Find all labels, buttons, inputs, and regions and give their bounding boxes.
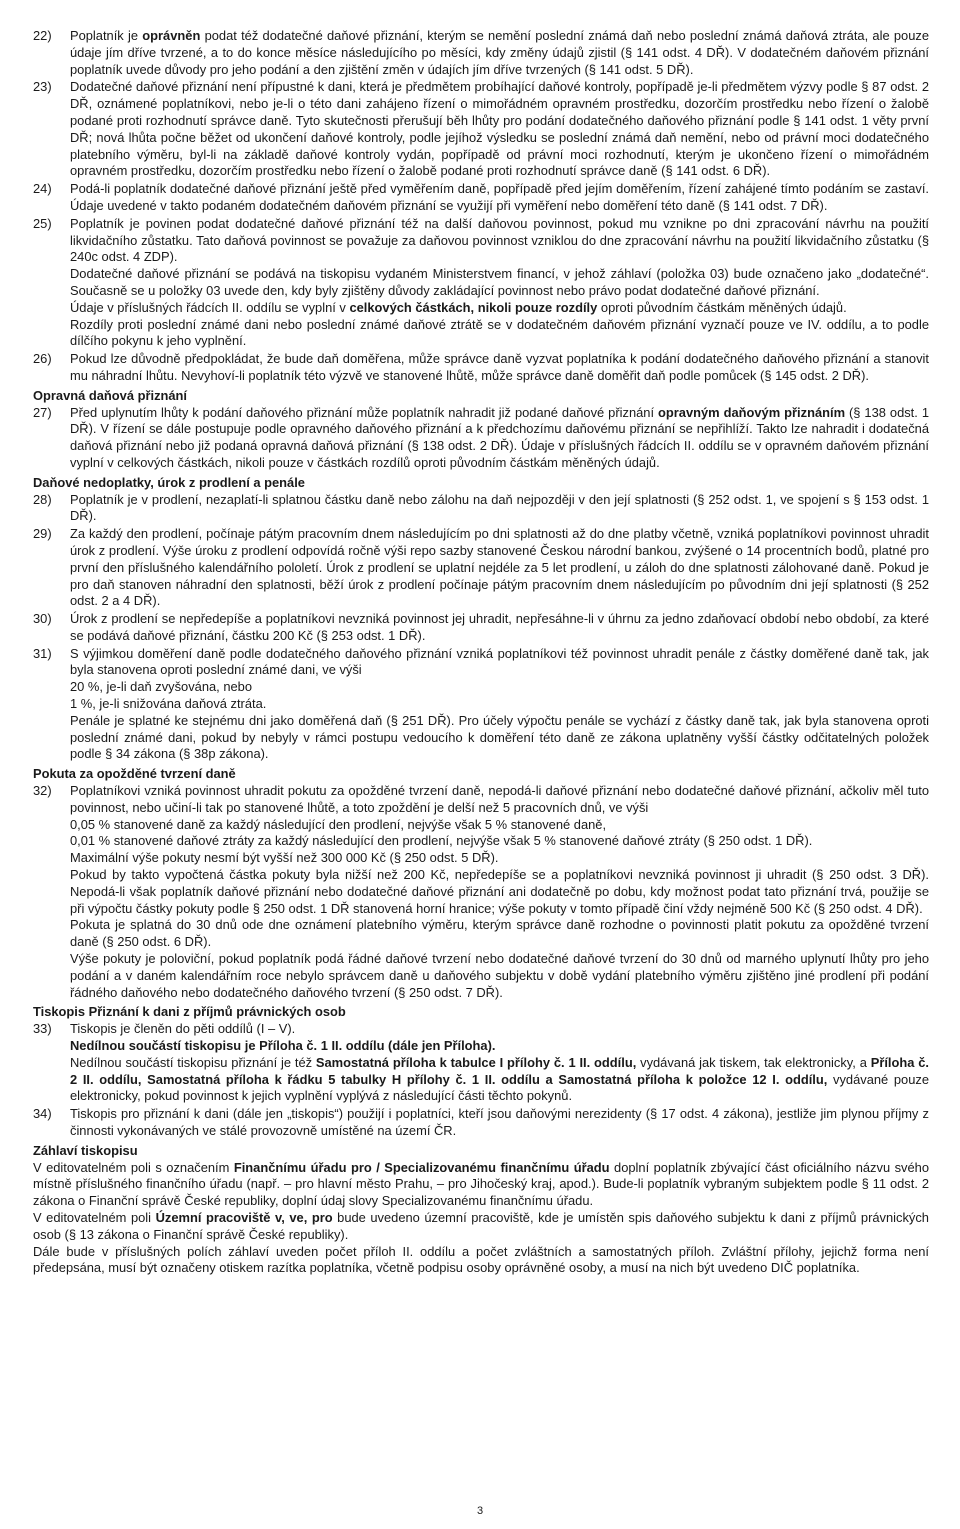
paragraph: Dále bude v příslušných polích záhlaví uveden počet příloh II. oddílu a počet zvláštních a samostatných příloh. Zvláštní přílohy, jejichž forma není předepsána, musí být označeny otiskem razítka poplatníka, včetně podpisu osoby oprávněné osoby, a musí na nich být uvedeno DIČ poplatníka.	[33, 1243, 929, 1276]
page-number: 3	[476, 1505, 484, 1517]
paragraph: 0,05 % stanovené daně za každý následující den prodlení, nejvýše však 5 % stanovené daně,	[70, 816, 607, 832]
section-heading: Daňové nedoplatky, úrok z prodlení a penále	[33, 474, 305, 490]
paragraph: Nedílnou součástí tiskopisu je Příloha č. 1 II. oddílu (dále jen Příloha).	[70, 1038, 496, 1054]
item-number: 34)	[33, 1106, 52, 1122]
item-number: 33)	[33, 1021, 52, 1037]
list-item-30	[33, 611, 929, 645]
item-number: 26)	[33, 351, 52, 367]
item-text: Tiskopis pro přiznání k dani (dále jen „tiskopis“) použijí i poplatníci, kteří jsou daňovými nerezidenty (§ 17 odst. 4 zákona), jestliže jim plynou příjmy z činnosti vykonávaných ve stálé provozovně umístěné na území ČR.	[70, 1106, 929, 1138]
section-body	[33, 1160, 929, 1278]
document-page	[33, 28, 929, 1277]
item-text	[70, 1021, 929, 1105]
list-item-33	[33, 1021, 929, 1105]
item-text: Před uplynutím lhůty k podání daňového přiznání může poplatník nahradit již podané daňové přiznání opravným daňovým přiznáním (§ 138 odst. 1 DŘ). V řízení se dále postupuje podle opravného daňového přiznání a k předchozímu daňovému přiznání se nepřihlíží. Takto lze nahradit i dodatečná daňová přiznání nebo již podaná opravná daňová přiznání (§ 138 odst. 2 DŘ). Údaje v příslušných řádcích II. oddílu se v opravném daňovém přiznání vyplní v celkových částkách, nikoli pouze v částkách rozdílů oproti původním částkám měněných údajů.	[70, 404, 929, 470]
list-item-26	[33, 351, 929, 385]
paragraph: Dodatečné daňové přiznání se podává na tiskopisu vydaném Ministerstvem financí, v jehož záhlaví (položka 03) bude označeno jako „dodatečné“. Současně se u položky 03 uvede den, kdy byly zjištěny důvody zakládající povinnost nebo právo podat dodatečné daňové přiznání.	[70, 266, 929, 298]
list-item-28	[33, 492, 929, 526]
paragraph: Rozdíly proti poslední známé dani nebo poslední známé daňové ztrátě se v dodatečném daňovém přiznání vyznačí pouze ve IV. oddílu, a to podle dílčího pokynu k jeho vyplnění.	[70, 316, 929, 349]
list-item-29	[33, 526, 929, 610]
item-text	[70, 216, 929, 350]
paragraph: Tiskopis je členěn do pěti oddílů (I – V).	[70, 1021, 296, 1037]
list-item-31	[33, 646, 929, 764]
item-number: 29)	[33, 526, 52, 542]
item-text: Podá-li poplatník dodatečné daňové přiznání ještě před vyměřením daně, popřípadě před jejím doměřením, řízení zahájené tímto podáním se zastaví. Údaje uvedené v takto podaném dodatečném daňovém přiznání se využijí při vyměření nebo doměření této daně (§ 141 odst. 7 DŘ).	[70, 181, 929, 213]
item-number: 23)	[33, 79, 52, 95]
item-text: Dodatečné daňové přiznání není přípustné k dani, která je předmětem probíhající daňové kontroly, popřípadě je-li předmětem výzvy podle § 87 odst. 2 DŘ, oznámené poplatníkovi, nebo je-li o této dani zahájeno řízení o mimořádném opravném prostředku, dozorčím prostředku nebo řízení o žalobě podané proti rozhodnutí správce daně. Tyto skutečnosti přerušují běh lhůty pro podání dodatečného daňového přiznání podle § 141 odst. 1 věty první DŘ; nová lhůta počne běžet od ukončení daňové kontroly, podle jejíhož výsledku se poslední známá daň nemění, nebo od právní moci dodatečného platebního výměru, byl-li na základě daňové kontroly vydán, popřípadě od právní moci rozhodnutí, kterým je ukončeno řízení o mimořádném opravném prostředku, dozorčím prostředku nebo řízení o žalobě podané proti rozhodnutí správce daně (§ 141 odst. 6 DŘ).	[70, 79, 929, 179]
section-heading: Opravná daňová přiznání	[33, 387, 188, 403]
item-text	[70, 646, 929, 764]
paragraph: Výše pokuty je poloviční, pokud poplatník podá řádné daňové tvrzení nebo dodatečné daňové tvrzení do 30 dnů od marného uplynutí lhůty pro jeho podání a v daném kalendářním roce nebylo správcem daně u daňového subjektu v době vydání platebního výměru zjištěno jiné prodlení při podání řádného daňového nebo dodatečného daňového tvrzení (§ 250 odst. 7 DŘ).	[70, 951, 929, 1000]
paragraph: V editovatelném poli Územní pracoviště v, ve, pro bude uvedeno územní pracoviště, kde je umístěn spis daňového subjektu k dani z příjmů právnických osob (§ 13 zákona o Finanční správě České republiky).	[33, 1209, 929, 1242]
item-text: Poplatník je oprávněn podat též dodatečné daňové přiznání, kterým se nemění poslední známá daň nebo poslední známá daňová ztráta, ale pouze údaje jím dříve tvrzené, a to do konce měsíce následujícího po měsíci, kdy změny údajů zjistil (§ 141 odst. 4 DŘ). V dodatečném daňovém přiznání poplatník uvede důvody pro jeho podání a den zjištění změn v údajích jím dříve tvrzených (§ 141 odst. 5 DŘ).	[70, 28, 929, 77]
item-number: 24)	[33, 181, 52, 197]
paragraph: S výjimkou doměření daně podle dodatečného daňového přiznání vzniká poplatníkovi též povinnost uhradit penále z částky doměřené daně tak, jak byla stanovena oproti poslední známé dani, ve výši	[70, 645, 929, 678]
paragraph: 20 %, je-li daň zvyšována, nebo	[70, 679, 253, 695]
paragraph: Poplatníkovi vzniká povinnost uhradit pokutu za opožděné tvrzení daně, nepodá-li daňové přiznání nebo dodatečné daňové přiznání, ačkoliv měl tuto povinnost, nebo učiní-li tak po stanovené lhůtě, a toto zpoždění je delší než 5 pracovních dnů, ve výši	[70, 783, 929, 815]
list-item-27	[33, 405, 929, 472]
item-number: 27)	[33, 404, 52, 420]
paragraph: Údaje v příslušných řádcích II. oddílu se vyplní v celkových částkách, nikoli pouze rozdíly oproti původním částkám měněných údajů.	[70, 299, 847, 315]
item-text: Poplatník je v prodlení, nezaplatí-li splatnou částku daně nebo zálohu na daň nejpozději v den její splatnosti (§ 252 odst. 1, ve spojení s § 153 odst. 1 DŘ).	[70, 491, 929, 524]
paragraph: V editovatelném poli s označením Finančnímu úřadu pro / Specializovanému finančnímu úřadu doplní poplatník zbývající část oficiálního názvu svého místně příslušného finančního úřadu (např. – pro hlavní město Prahu, – pro Jihočeský kraj, apod.). Bude-li poplatník vybraným subjektem podle § 11 odst. 2 zákona o Finanční správě České republiky, doplní údaj slovy Specializovanému finančnímu úřadu.	[33, 1159, 929, 1209]
item-text: Úrok z prodlení se nepředepíše a poplatníkovi nevzniká povinnost jej uhradit, nepřesáhne-li v úhrnu za jedno zdaňovací období nebo období, za které se podává daňové přiznání, částku 200 Kč (§ 253 odst. 1 DŘ).	[70, 611, 929, 643]
list-item-25	[33, 216, 929, 350]
paragraph: Pokud by takto vypočtená částka pokuty byla nižší než 200 Kč, nepředepíše se a poplatníkovi nevzniká povinnost ji uhradit (§ 250 odst. 3 DŘ). Nepodá-li však poplatník daňové přiznání nebo dodatečné daňové přiznání ani dodatečně po dobu, kdy možnost podat tato přiznání trvá, použije se při výpočtu částky pokuty podle § 250 odst. 1 DŘ stanovená horní hranice; výše pokuty v tomto případě činí vždy nejméně 500 Kč (§ 250 odst. 4 DŘ).	[70, 867, 929, 916]
paragraph: Maximální výše pokuty nesmí být vyšší než 300 000 Kč (§ 250 odst. 5 DŘ).	[70, 850, 499, 866]
section-heading: Tiskopis Přiznání k dani z příjmů právnických osob	[33, 1004, 346, 1020]
item-number: 28)	[33, 491, 52, 507]
item-text: Za každý den prodlení, počínaje pátým pracovním dnem následujícím po dni splatnosti až do dne platby včetně, vzniká poplatníkovi povinnost uhradit úrok z prodlení. Výše úroku z prodlení odpovídá ročně výši repo sazby stanovené Českou národní bankou, zvýšené o 14 procentních bodů, platné pro první den příslušného kalendářního pololetí. Úrok z prodlení se uplatní nejdéle za 5 let prodlení, u záloh do dne splatnosti zálohované daně. Pokud je pro daň stanoven náhradní den splatnosti, běží úrok z prodlení počínaje pátým pracovním dnem následujícím po původním dni její splatnosti (§ 252 odst. 2 a 4 DŘ).	[70, 526, 929, 609]
list-item-22	[33, 28, 929, 78]
section-heading: Pokuta za opožděné tvrzení daně	[33, 766, 236, 782]
section-heading: Záhlaví tiskopisu	[33, 1142, 138, 1158]
list-item-24	[33, 181, 929, 215]
paragraph: Poplatník je povinen podat dodatečné daňové přiznání též na další daňovou povinnost, pokud mu vznikne po dni zpracování návrhu na použití likvidačního zůstatku. Tato daňová povinnost se považuje za daňovou povinnost vzniklou do dne zpracování návrhu na použití likvidačního zůstatku (§ 240c odst. 4 ZDP).	[70, 215, 929, 265]
item-number: 32)	[33, 783, 52, 799]
item-number: 31)	[33, 645, 52, 661]
item-text	[70, 783, 929, 1001]
paragraph: 0,01 % stanovené daňové ztráty za každý následující den prodlení, nejvýše však 5 % stanovené daňové ztráty (§ 250 odst. 1 DŘ).	[70, 833, 813, 849]
paragraph: Penále je splatné ke stejnému dni jako doměřená daň (§ 251 DŘ). Pro účely výpočtu penále se vychází z částky daně tak, jak byla stanovena oproti poslední známé dani, pokud by nebyly v rámci postupu vedoucího k doměření této daně ze zákona uplatněny vyšší částky odčitatelných položek podle § 34 zákona (§ 38p zákona).	[70, 712, 929, 762]
paragraph: Nedílnou součástí tiskopisu přiznání je též Samostatná příloha k tabulce I přílohy č. 1 II. oddílu, vydávaná jak tiskem, tak elektronicky, a Příloha č. 2 II. oddílu, Samostatná příloha k řádku 5 tabulky H přílohy č. 1 II. oddílu a Samostatná příloha k položce 12 I. oddílu, vydávané pouze elektronicky, pokud povinnost k jejich vyplnění vyplývá z následující části těchto pokynů.	[70, 1054, 930, 1104]
item-number: 25)	[33, 215, 52, 231]
list-item-23	[33, 79, 929, 180]
list-item-34	[33, 1106, 929, 1140]
item-number: 22)	[33, 28, 52, 43]
item-number: 30)	[33, 611, 52, 627]
paragraph: Pokuta je splatná do 30 dnů ode dne oznámení platebního výměru, kterým správce daně rozhodne o povinnosti platit pokutu za opožděné tvrzení daně (§ 250 odst. 6 DŘ).	[70, 917, 929, 950]
paragraph: 1 %, je-li snižována daňová ztráta.	[70, 696, 267, 712]
list-item-32	[33, 783, 929, 1001]
item-text: Pokud lze důvodně předpokládat, že bude daň doměřena, může správce daně vyzvat poplatníka k podání dodatečného daňového přiznání a stanovit mu náhradní lhůtu. Nevyhoví-li poplatník této výzvě ve stanovené lhůtě, může správce daně doměřit daň podle pomůcek (§ 145 odst. 2 DŘ).	[70, 351, 929, 383]
